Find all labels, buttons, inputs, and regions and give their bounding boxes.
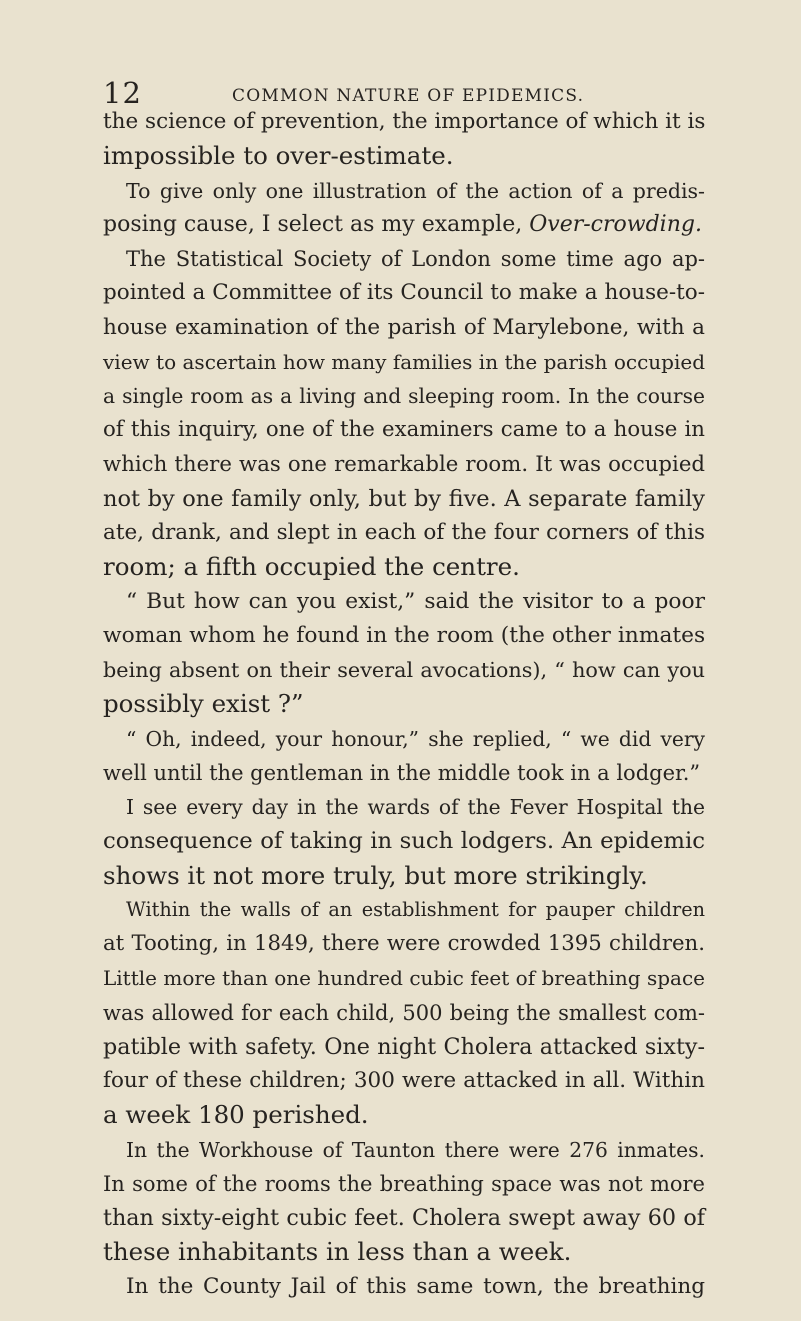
- text-line-content: room; a fifth occupied the centre.: [103, 552, 520, 582]
- page-number: 12: [103, 76, 142, 110]
- text-line-content: shows it not more truly, but more strikingly.: [103, 860, 648, 890]
- text-line: [103, 1030, 705, 1064]
- text-line: [103, 653, 705, 687]
- text-line-content: Within the walls of an establishment for pauper children: [126, 897, 705, 921]
- text-line: [103, 824, 705, 858]
- text-line: [103, 1098, 705, 1132]
- text-line: [103, 790, 705, 824]
- text-line: [103, 722, 705, 756]
- text-line-content: In the Workhouse of Taunton there were 276 inmates.: [126, 1137, 705, 1162]
- text-line-content: The Statistical Society of London some time ago ap-: [126, 247, 705, 271]
- text-line-content: In the County Jail of this same town, the breathing: [126, 1273, 705, 1299]
- text-line: [103, 585, 705, 619]
- text-line: [103, 413, 705, 447]
- text-line-content: patible with safety. One night Cholera attacked sixty-: [103, 1033, 705, 1060]
- text-line: [103, 619, 705, 653]
- text-line: [103, 516, 705, 550]
- text-line: [103, 1064, 705, 1098]
- text-line-content: the science of prevention, the importance of which it is: [103, 109, 706, 134]
- text-line: [103, 174, 705, 208]
- text-line: [103, 345, 705, 379]
- text-line-content: pointed a Committee of its Council to make a house-to-: [103, 280, 705, 306]
- text-line-content: consequence of taking in such lodgers. An epidemic: [103, 828, 705, 855]
- text-line-content: view to ascertain how many families in the parish occupied: [103, 349, 705, 374]
- text-line: [103, 961, 705, 995]
- text-line-content: a week 180 perished.: [103, 1100, 369, 1130]
- text-line-content: at Tooting, in 1849, there were crowded 1395 children.: [103, 931, 705, 956]
- text-line-content: these inhabitants in less than a week.: [103, 1237, 572, 1267]
- text-line-content: a single room as a living and sleeping room. In the course: [103, 384, 705, 408]
- text-line: [103, 996, 705, 1030]
- text-line: [103, 105, 705, 139]
- text-line-content: being absent on their several avocations), “ how can you: [103, 658, 705, 682]
- text-line: [103, 379, 705, 413]
- text-line-content: impossible to over-estimate.: [103, 141, 454, 171]
- text-line-content: well until the gentleman in the middle took in a lodger.”: [103, 760, 701, 785]
- text-line-content: woman whom he found in the room (the other inmates: [103, 622, 706, 648]
- text-line: [103, 927, 705, 961]
- text-line: [103, 859, 705, 893]
- text-line: [103, 276, 705, 310]
- text-line-content: not by one family only, but by five. A separate family: [103, 485, 705, 512]
- text-line: [103, 687, 705, 721]
- text-line-content: four of these children; 300 were attacked in all. Within: [103, 1068, 705, 1093]
- text-line-content: was allowed for each child, 500 being the smallest com-: [103, 1000, 705, 1025]
- text-line-content: I see every day in the wards of the Fever Hospital the: [126, 795, 705, 819]
- text-line: [103, 1133, 705, 1167]
- text-line-content: which there was one remarkable room. It was occupied: [103, 451, 705, 477]
- text-line: [103, 1201, 705, 1235]
- text-line-content: of this inquiry, one of the examiners came to a house in: [103, 417, 705, 443]
- text-line: [103, 550, 705, 584]
- text-line-content: To give only one illustration of the action of a predis-: [126, 178, 705, 203]
- text-line: [103, 311, 705, 345]
- text-line: [103, 1270, 705, 1304]
- text-line: [103, 1167, 705, 1201]
- text-line-content: posing cause, I select as my example,: [103, 211, 523, 237]
- text-line: [103, 1235, 705, 1269]
- running-title: COMMON NATURE OF EPIDEMICS.: [232, 86, 585, 106]
- italic-emphasis: Over-crowding.: [529, 211, 702, 237]
- text-line-content: than sixty-eight cubic feet. Cholera swept away 60 of: [103, 1205, 705, 1231]
- text-line: [103, 756, 705, 790]
- text-line: [103, 482, 705, 516]
- text-line: [103, 893, 705, 927]
- text-line: [103, 139, 705, 173]
- text-line-content: In some of the rooms the breathing space was not more: [103, 1171, 705, 1196]
- text-line-content: “ Oh, indeed, your honour,” she replied, “ we did very: [126, 726, 705, 751]
- text-line-content: “ But how can you exist,” said the visitor to a poor: [126, 588, 705, 614]
- text-line: [103, 448, 705, 482]
- text-line-content: Little more than one hundred cubic feet of breathing space: [103, 966, 705, 991]
- text-line: [103, 242, 705, 276]
- text-line-content: possibly exist ?”: [103, 689, 304, 719]
- text-line: [103, 208, 705, 242]
- text-line-content: ate, drank, and slept in each of the four corners of this: [103, 520, 705, 545]
- text-line-content: house examination of the parish of Marylebone, with a: [103, 314, 705, 340]
- body-text: [103, 105, 705, 1304]
